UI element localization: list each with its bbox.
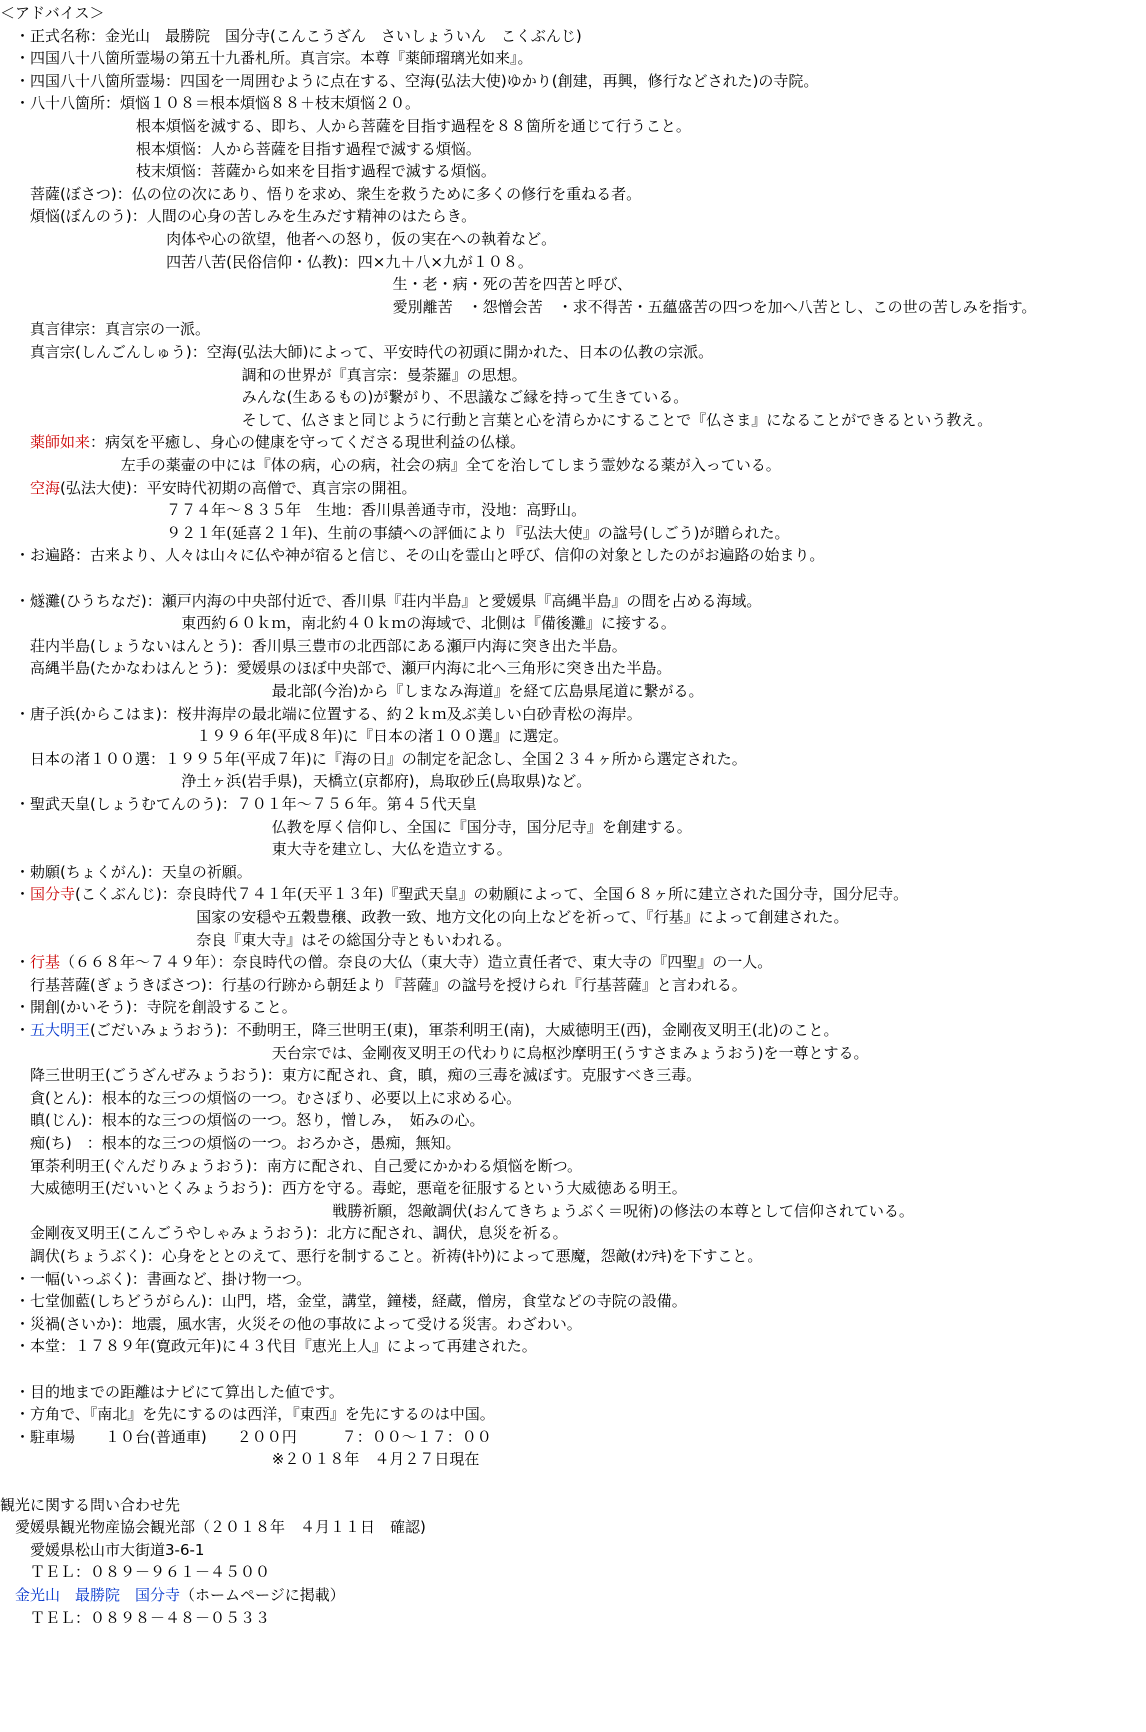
text-line: [272, 1042, 869, 1064]
text-line: [393, 296, 1037, 318]
bullet-prefix: ・: [0, 885, 31, 904]
text-line: [0, 1494, 180, 1516]
line-text: 目的地までの距離はナビにて算出した値です。: [30, 1382, 344, 1401]
bullet-prefix: [0, 1563, 30, 1581]
text-line: [0, 183, 641, 205]
text-line: [332, 1200, 914, 1222]
text-line: [0, 1132, 461, 1154]
text-line: [242, 386, 689, 408]
line-text: 開創(かいそう)：寺院を創設すること。: [30, 998, 297, 1017]
text-line: [0, 1607, 270, 1629]
bullet-prefix: [0, 320, 30, 338]
text-line: [0, 657, 671, 679]
line-text: 戦勝祈願，怨敵調伏(おんてきちょうぶく＝呪術)の修法の本尊として信仰されている。: [332, 1201, 914, 1220]
line-text: 大威徳明王(だいいとくみょうおう)：西方を守る。毒蛇，悪竜を征服するという大威徳ある明王。: [30, 1179, 687, 1198]
line-text: ：病気を平癒し、身心の健康を守ってくださる現世利益の仏様。: [90, 433, 526, 452]
line-text: 日本の渚１００選：１９９５年(平成７年)に『海の日』の制定を記念し、全国２３４ヶ所から選定された。: [30, 749, 747, 768]
bullet-prefix: [0, 479, 30, 497]
line-text: 愛別離苦 ・怨憎会苦 ・求不得苦・五蘊盛苦の四つを加へ八苦とし、この世の苦しみを指す。: [392, 297, 1037, 316]
line-text: みんな(生あるもの)が繋がり、不思議なご縁を持って生きている。: [241, 388, 689, 407]
highlighted-term: 薬師如来: [30, 433, 91, 452]
text-line: [0, 1268, 311, 1290]
text-line: [0, 1539, 204, 1561]
document-heading: [0, 2, 105, 24]
bullet-prefix: ・: [0, 1021, 31, 1039]
highlighted-term: 五大明王: [30, 1021, 91, 1039]
text-line: [196, 929, 511, 951]
line-text: 菩薩(ぼさつ)：仏の位の次にあり、悟りを求め、衆生を救うために多くの修行を重ねる者。: [30, 184, 642, 203]
line-text: 東西約６０ｋｍ，南北約４０ｋｍの海域で、北側は『備後灘』に接する。: [181, 614, 676, 633]
text-line: [166, 251, 533, 273]
bullet-prefix: [0, 1224, 30, 1242]
bullet-prefix: ・: [0, 49, 31, 68]
line-text: 七堂伽藍(しちどうがらん)：山門，塔，金堂，講堂，鐘楼，経蔵，僧房，食堂などの寺院の設備。: [30, 1292, 687, 1311]
highlighted-term: 国分寺: [30, 885, 76, 904]
bullet-prefix: [0, 1111, 30, 1129]
text-line: [0, 883, 908, 905]
text-line: [196, 725, 568, 747]
line-text: (ごだいみょうおう)：不動明王，降三世明王(東)，軍荼利明王(南)，大威徳明王(西)，金剛夜叉明王(北)のこと。: [90, 1021, 839, 1039]
bullet-prefix: ・: [0, 953, 31, 972]
bullet-prefix: [0, 1541, 30, 1559]
text-line: [0, 431, 525, 453]
line-text: お遍路：古来より、人々は山々に仏や神が宿ると信じ、その山を霊山と呼び、信仰の対象としたのがお遍路の始まり。: [30, 546, 825, 565]
line-text: 降三世明王(ごうざんぜみょうおう)：東方に配され、貪，瞋，痴の三毒を滅ぼす。克服すべき三毒。: [30, 1066, 702, 1085]
bullet-prefix: [0, 1518, 15, 1536]
line-text: （ホームページに掲載）: [180, 1586, 345, 1604]
text-line: [0, 635, 627, 657]
text-line: [0, 1245, 762, 1267]
bullet-prefix: ・: [0, 26, 31, 45]
bullet-prefix: ・: [0, 94, 31, 113]
line-text: 最北部(今治)から『しまなみ海道』を経て広島県尾道に繋がる。: [271, 682, 704, 700]
line-text: 東大寺を建立し、大仏を造立する。: [271, 840, 512, 859]
bullet-prefix: ・: [0, 795, 31, 813]
text-line: [0, 1177, 687, 1199]
bullet-prefix: ・: [0, 71, 31, 90]
line-text: 唐子浜(からこはま)：桜井海岸の最北端に位置する、約２ｋｍ及ぶ美しい白砂青松の海岸。: [30, 704, 642, 723]
text-line: [0, 1381, 344, 1403]
bullet-prefix: [0, 343, 30, 361]
text-line: [0, 477, 416, 499]
text-line: [166, 522, 789, 544]
text-line: [0, 951, 772, 973]
bullet-prefix: [0, 1609, 30, 1627]
text-line: [196, 906, 848, 928]
line-text: (こくぶんじ)：奈良時代７４１年(天平１３年)『聖武天皇』の勅願によって、全国６８ヶ所に建立された国分寺，国分尼寺。: [75, 885, 909, 904]
text-line: [242, 409, 993, 431]
bullet-prefix: [0, 750, 30, 768]
highlighted-term: 空海: [30, 478, 61, 497]
text-line: [272, 680, 704, 702]
bullet-prefix: [0, 1179, 30, 1197]
text-line: [0, 92, 420, 114]
text-line: [0, 1155, 582, 1177]
text-line: [0, 703, 642, 725]
text-line: [181, 612, 676, 634]
bullet-prefix: [0, 1247, 30, 1265]
bullet-prefix: ・: [0, 998, 31, 1017]
line-text: ＜アドバイス＞: [0, 4, 105, 22]
bullet-prefix: [0, 976, 30, 994]
text-line: [0, 1064, 701, 1086]
text-line: [272, 1448, 480, 1470]
line-text: 荘内半島(しょうないはんとう)：香川県三豊市の北西部にある瀬戸内海に突き出た半島。: [30, 636, 627, 655]
line-text: ７７４年～８３５年 生地：香川県善通寺市，没地：高野山。: [166, 501, 587, 520]
text-line: [0, 1335, 537, 1357]
bullet-prefix: ・: [0, 1337, 31, 1356]
text-line: [0, 1087, 521, 1109]
line-text: 行基菩薩(ぎょうきぼさつ)：行基の行跡から朝廷より『菩薩』の諡号を授けられ『行基菩薩』と言われる。: [30, 975, 747, 994]
highlighted-term: 金光山 最勝院 国分寺: [15, 1586, 181, 1604]
line-text: 根本煩悩：人から菩薩を目指す過程で滅する煩悩。: [135, 139, 481, 158]
line-text: 生・老・病・死の苦を四苦と呼び、: [392, 275, 632, 294]
bullet-prefix: ・: [0, 862, 31, 881]
line-text: 煩悩(ぼんのう)：人間の心身の苦しみを生みだす精神のはたらき。: [30, 207, 477, 226]
text-line: [136, 115, 691, 137]
bullet-prefix: [0, 207, 30, 225]
text-line: [0, 47, 533, 69]
line-text: １９９６年(平成８年)に『日本の渚１００選』に選定。: [196, 727, 569, 746]
line-text: 国家の安穏や五穀豊穣、政教一致、地方文化の向上などを祈って、『行基』によって創建された。: [196, 908, 849, 926]
text-line: [136, 138, 481, 160]
line-text: 瞋(じん)：根本的な三つの煩悩の一つ。怒り，憎しみ， 妬みの心。: [30, 1111, 485, 1130]
bullet-prefix: [0, 1157, 30, 1175]
line-text: 左手の薬壷の中には『体の病，心の病，社会の病』全てを治してしまう霊妙なる薬が入っている。: [120, 456, 781, 474]
text-line: [0, 1403, 495, 1425]
text-line: [272, 816, 692, 838]
text-line: [0, 996, 297, 1018]
line-text: ＴＥＬ：０８９８－４８－０５３３: [30, 1608, 271, 1627]
bullet-prefix: [0, 1066, 30, 1084]
line-text: 観光に関する問い合わせ先: [0, 1495, 181, 1514]
highlighted-term: 行基: [30, 953, 61, 972]
line-text: 軍荼利明王(ぐんだりみょうおう)：南方に配され、自己愛にかかわる煩悩を断つ。: [30, 1156, 583, 1175]
text-line: [0, 70, 818, 92]
bullet-prefix: ・: [0, 546, 31, 565]
line-text: 真言律宗：真言宗の一派。: [30, 320, 211, 339]
text-line: [0, 1584, 345, 1606]
line-text: 聖武天皇(しょうむてんのう)：７０１年～７５６年。第４５代天皇: [30, 795, 477, 813]
line-text: 四苦八苦(民俗信仰・仏教)：四×九＋八×九が１０８。: [166, 252, 533, 271]
text-line: [0, 1290, 687, 1312]
text-line: [0, 318, 210, 340]
bullet-prefix: [0, 1586, 15, 1604]
line-text: 四国八十八箇所霊場：四国を一周囲むように点在する、空海(弘法大使)ゆかり(創建，再興，修行などされた)の寺院。: [30, 71, 819, 90]
line-text: 天台宗では、金剛夜叉明王の代わりに烏枢沙摩明王(うすさまみょうおう)を一尊とする。: [271, 1043, 869, 1062]
bullet-prefix: ・: [0, 704, 31, 723]
bullet-prefix: [0, 637, 30, 655]
text-line: [0, 1313, 582, 1335]
bullet-prefix: ・: [0, 1427, 31, 1446]
bullet-prefix: ・: [0, 1314, 31, 1333]
line-text: 駐車場 １０台(普通車) ２００円 ７：００～１７：００: [30, 1427, 492, 1446]
line-text: 真言宗(しんごんしゅう)：空海(弘法大師)によって、平安時代の初頭に開かれた、日本の仏教の宗派。: [30, 343, 714, 361]
line-text: 燧灘(ひうちなだ)：瀬戸内海の中央部付近で、香川県『荘内半島』と愛媛県『高縄半島』の間を占める海域。: [30, 591, 762, 610]
text-line: [0, 793, 477, 815]
line-text: 八十八箇所：煩悩１０８＝根本煩悩８８＋枝末煩悩２０。: [30, 94, 421, 113]
text-line: [166, 228, 556, 250]
text-line: [242, 364, 527, 386]
line-text: ※２０１８年 ４月２７日現在: [271, 1450, 480, 1469]
text-line: [0, 590, 761, 612]
text-line: [0, 1109, 485, 1131]
bullet-prefix: [0, 185, 30, 203]
line-text: 奈良『東大寺』はその総国分寺ともいわれる。: [196, 930, 512, 949]
text-line: [0, 1426, 492, 1448]
text-line: [0, 544, 824, 566]
line-text: 肉体や心の欲望，他者への怒り，仮の実在への執着など。: [166, 230, 557, 248]
line-text: （６６８年～７４９年）：奈良時代の僧。奈良の大仏（東大寺）造立責任者で、東大寺の『四聖』の一人。: [60, 953, 773, 972]
text-line: [0, 341, 713, 363]
bullet-prefix: [0, 1134, 30, 1152]
text-line: [0, 974, 747, 996]
text-line: [0, 861, 252, 883]
text-line: [0, 748, 747, 770]
bullet-prefix: ・: [0, 1382, 31, 1401]
text-line: [0, 25, 582, 47]
line-text: 調和の世界が『真言宗：曼荼羅』の思想。: [241, 365, 527, 384]
line-text: 仏教を厚く信仰し、全国に『国分寺，国分尼寺』を創建する。: [271, 817, 692, 836]
line-text: ＴＥＬ：０８９－９６１－４５００: [30, 1563, 271, 1582]
line-text: 本堂：１７８９年(寛政元年)に４３代目『恵光上人』によって再建された。: [30, 1337, 537, 1356]
text-line: [0, 1019, 839, 1041]
line-text: (弘法大使)：平安時代初期の高僧で、真言宗の開祖。: [60, 478, 417, 497]
line-text: 災禍(さいか)：地震，風水害，火災その他の事故によって受ける災害。わざわい。: [30, 1314, 582, 1333]
line-text: 痴(ち) ：根本的な三つの煩悩の一つ。おろかさ，愚痴，無知。: [30, 1134, 461, 1152]
text-line: [272, 838, 512, 860]
text-line: [0, 205, 476, 227]
line-text: 金剛夜叉明王(こんごうやしゃみょうおう)：北方に配され、調伏，息災を祈る。: [30, 1224, 568, 1243]
bullet-prefix: [0, 1089, 30, 1107]
line-text: 愛媛県観光物産協会観光部（２０１８年 ４月１１日 確認): [15, 1518, 426, 1537]
text-line: [0, 1561, 270, 1583]
text-line: [121, 454, 781, 476]
line-text: 愛媛県松山市大街道3-6-1: [30, 1540, 205, 1559]
line-text: そして、仏さまと同じように行動と言葉と心を清らかにすることで『仏さま』になることができるという教え。: [241, 410, 993, 429]
line-text: 貪(とん)：根本的な三つの煩悩の一つ。むさぼり、必要以上に求める心。: [30, 1088, 522, 1107]
line-text: 一幅(いっぷく)：書画など、掛け物一つ。: [30, 1269, 312, 1288]
line-text: 高縄半島(たかなわはんとう)：愛媛県のほぼ中央部で、瀬戸内海に北へ三角形に突き出た半島。: [30, 659, 672, 678]
bullet-prefix: [0, 433, 30, 451]
line-text: 勅願(ちょくがん)：天皇の祈願。: [30, 862, 252, 881]
text-line: [136, 160, 496, 182]
text-line: [0, 1516, 426, 1538]
line-text: 調伏(ちょうぶく)：心身をととのえて、悪行を制すること。祈祷(ｷﾄｳ)によって悪魔，怨敵(ｵﾝﾃｷ)を下すこと。: [30, 1247, 763, 1265]
line-text: 浄土ヶ浜(岩手県)，天橋立(京都府)，鳥取砂丘(鳥取県)など。: [181, 772, 592, 791]
text-line: [393, 273, 632, 295]
text-line: [0, 1222, 568, 1244]
line-text: 根本煩悩を滅する、即ち、人から菩薩を目指す過程を８８箇所を通じて行うこと。: [135, 117, 691, 135]
bullet-prefix: ・: [0, 1269, 31, 1288]
bullet-prefix: ・: [0, 591, 31, 610]
line-text: ９２１年(延喜２１年)、生前の事績への評価により『弘法大使』の諡号(しごう)が贈られた。: [166, 523, 790, 542]
text-line: [166, 499, 586, 521]
text-line: [181, 770, 591, 792]
line-text: 方角で、『南北』を先にするのは西洋，『東西』を先にするのは中国。: [30, 1405, 495, 1424]
line-text: 四国八十八箇所霊場の第五十九番札所。真言宗。本尊『薬師瑠璃光如来』。: [30, 49, 533, 68]
bullet-prefix: ・: [0, 1292, 31, 1311]
bullet-prefix: [0, 659, 30, 677]
bullet-prefix: ・: [0, 1405, 31, 1424]
line-text: 枝末煩悩：菩薩から如来を目指す過程で滅する煩悩。: [135, 162, 496, 181]
line-text: 正式名称：金光山 最勝院 国分寺(こんこうざん さいしょういん こくぶんじ): [30, 26, 582, 45]
